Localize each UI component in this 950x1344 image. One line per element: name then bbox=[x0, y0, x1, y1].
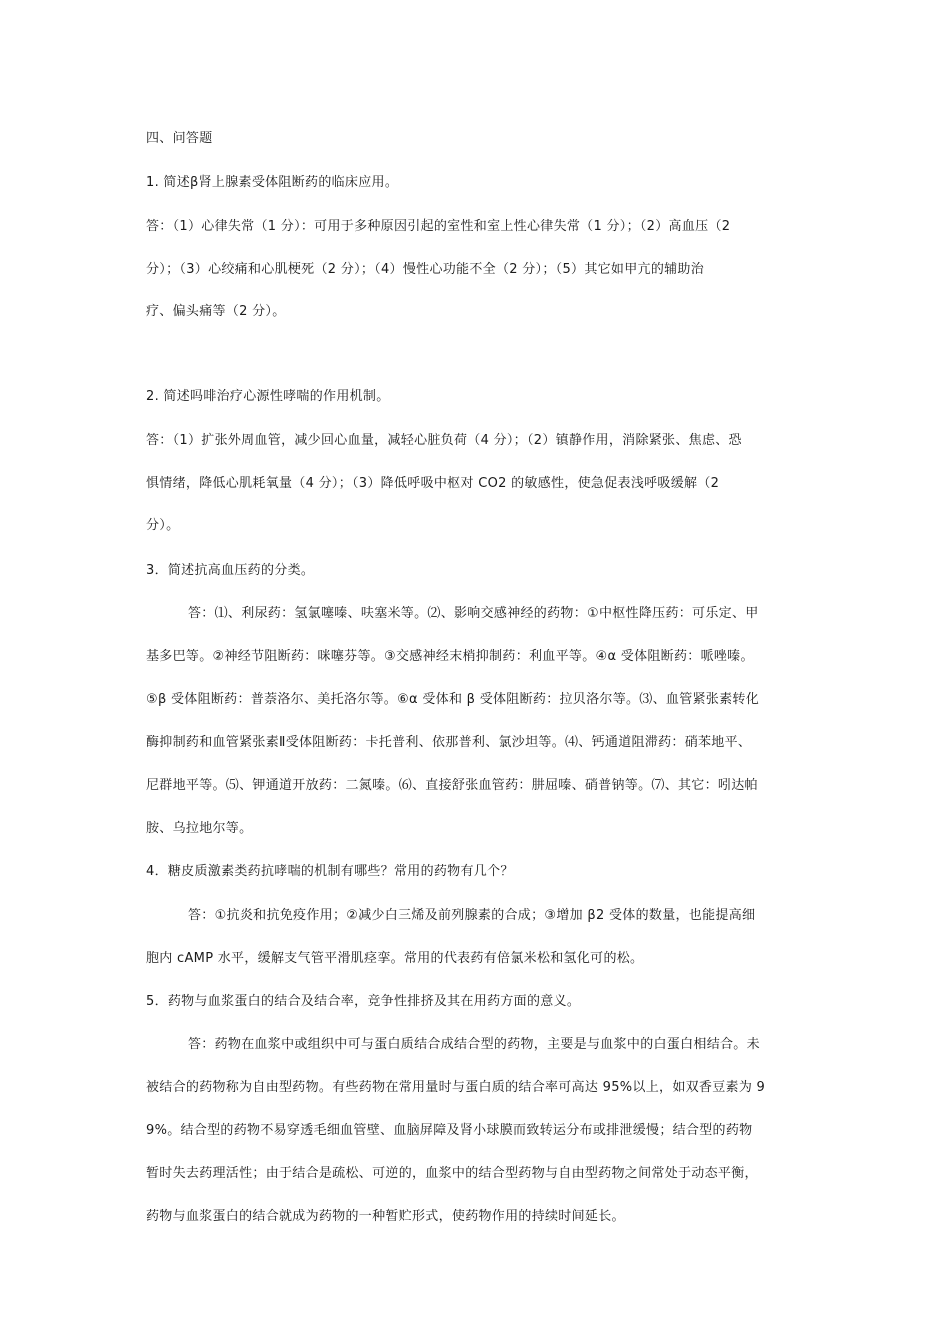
answer-3-line-1: 答：⑴、利尿药：氢氯噻嗪、呋塞米等。⑵、影响交感神经的药物：①中枢性降压药：可乐定、甲 bbox=[188, 606, 759, 621]
answer-5-line-2: 被结合的药物称为自由型药物。有些药物在常用量时与蛋白质的结合率可高达 95%以上，如双香豆素为 9 bbox=[146, 1080, 766, 1095]
question-2: 2. 简述吗啡治疗心源性哮喘的作用机制。 bbox=[146, 389, 390, 404]
answer-5-line-5: 药物与血浆蛋白的结合就成为药物的一种暂贮形式，使药物作用的持续时间延长。 bbox=[146, 1209, 625, 1224]
answer-3-line-3: ⑤β 受体阻断药：普萘洛尔、美托洛尔等。⑥α 受体和 β 受体阻断药：拉贝洛尔等。⑶、血管紧张素转化 bbox=[146, 692, 759, 707]
question-3: 3．简述抗高血压药的分类。 bbox=[146, 563, 315, 578]
answer-3-line-5: 尼群地平等。⑸、钾通道开放药：二氮嗪。⑹、直接舒张血管药：肼屈嗪、硝普钠等。⑺、其它：吲达帕 bbox=[146, 778, 758, 793]
answer-4-line-1: 答：①抗炎和抗免疫作用；②减少白三烯及前列腺素的合成；③增加 β2 受体的数量，也能提高细 bbox=[188, 908, 756, 923]
question-5: 5．药物与血浆蛋白的结合及结合率，竞争性排挤及其在用药方面的意义。 bbox=[146, 994, 581, 1009]
answer-2-line-3: 分）。 bbox=[146, 518, 180, 533]
answer-1-line-3: 疗、偏头痛等（2 分）。 bbox=[146, 304, 286, 319]
answer-5-line-3: 9%。结合型的药物不易穿透毛细血管壁、血脑屏障及肾小球膜而致转运分布或排泄缓慢；结合型的药物 bbox=[146, 1123, 753, 1138]
question-1: 1. 简述β肾上腺素受体阻断药的临床应用。 bbox=[146, 175, 399, 190]
answer-1-line-1: 答：（1）心律失常（1 分）：可用于多种原因引起的室性和室上性心律失常（1 分）；（2）高血压（2 bbox=[146, 219, 731, 234]
answer-5-line-4: 暂时失去药理活性；由于结合是疏松、可逆的，血浆中的结合型药物与自由型药物之间常处于动态平衡， bbox=[146, 1166, 758, 1181]
answer-2-line-2: 惧情绪，降低心肌耗氧量（4 分）；（3）降低呼吸中枢对 CO2 的敏感性，使急促表浅呼吸缓解（2 bbox=[146, 476, 720, 491]
answer-5-line-1: 答：药物在血浆中或组织中可与蛋白质结合成结合型的药物，主要是与血浆中的白蛋白相结合。未 bbox=[188, 1037, 760, 1052]
answer-2-line-1: 答：（1）扩张外周血管，减少回心血量，减轻心脏负荷（4 分）；（2）镇静作用，消除紧张、焦虑、恐 bbox=[146, 433, 742, 448]
answer-4-line-2: 胞内 cAMP 水平，缓解支气管平滑肌痉挛。常用的代表药有倍氯米松和氢化可的松。 bbox=[146, 951, 644, 966]
section-title: 四、问答题 bbox=[146, 131, 213, 146]
question-4: 4．糖皮质激素类药抗哮喘的机制有哪些？常用的药物有几个？ bbox=[146, 864, 514, 879]
answer-3-line-6: 胺、乌拉地尔等。 bbox=[146, 821, 253, 836]
answer-1-line-2: 分）；（3）心绞痛和心肌梗死（2 分）；（4）慢性心功能不全（2 分）；（5）其它如甲亢的辅助治 bbox=[146, 262, 705, 277]
answer-3-line-4: 酶抑制药和血管紧张素Ⅱ受体阻断药：卡托普利、依那普利、氯沙坦等。⑷、钙通道阻滞药：硝苯地平、 bbox=[146, 735, 752, 750]
answer-3-line-2: 基多巴等。②神经节阻断药：咪噻芬等。③交感神经末梢抑制药：利血平等。④α 受体阻断药：哌唑嗪。 bbox=[146, 649, 754, 664]
